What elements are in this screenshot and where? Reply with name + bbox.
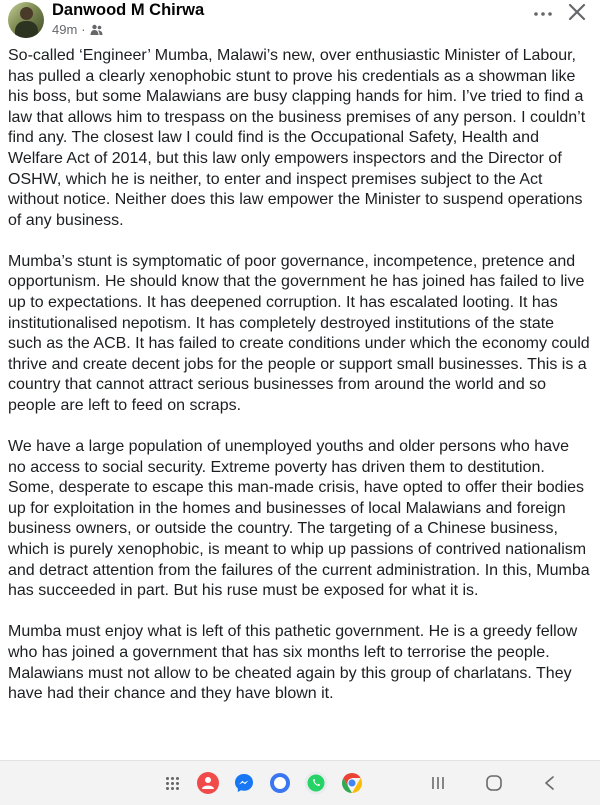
home-icon[interactable] <box>482 771 506 795</box>
post-paragraph: So-called ‘Engineer’ Mumba, Malawi’s new, over enthusiastic Minister of Labour, has pulled a clearly xenophobic stunt to prove his credentials as a showman like his boss, but some Malawians are busy clapping hands for him. I’ve tried to find a law that allows him to trespass on the business premises of any person. I couldn’t find any. The closest law I could find is the Occupational Safety, Health and Welfare Act of 2014, but this law only empowers inspectors and the Director of OSHW, which he is neither, to enter and inspect premises subject to the Act without notice. Neither does this law empower the Minister to suspend operations of any business. <box>8 47 586 229</box>
post-body <box>8 46 590 760</box>
post-header <box>0 0 600 46</box>
post-paragraph: We have a large population of unemployed youths and older persons who have no access to social security. Extreme poverty has driven them to destitution. Some, desperate to escape this man-made crisis, have opted to offer their bodies up for exploitation in the homes and businesses of local Malawians and foreign business owners, or outside the country. The targeting of a Chinese business, which is purely xenophobic, is meant to whip up passions of contrived nationalism and detract attention from the failures of the current administration. In this, Mumba has succeeded in part. But his ruse must be exposed for what it is. <box>8 438 590 600</box>
system-navbar <box>0 760 600 805</box>
meta-separator: · <box>81 22 86 37</box>
signal-icon[interactable] <box>268 771 292 795</box>
whatsapp-icon[interactable] <box>304 771 328 795</box>
avatar[interactable] <box>8 2 44 38</box>
friends-audience-icon[interactable] <box>90 24 103 36</box>
post-paragraph: Mumba must enjoy what is left of this pathetic government. He is a greedy fellow who has joined a government that has six months left to terrorise the people. Malawians must not allow to be cheated again by this group of charlatans. They have had their chance and they have blown it. <box>8 623 578 703</box>
chrome-icon[interactable] <box>340 771 364 795</box>
back-icon[interactable] <box>538 771 562 795</box>
app-drawer-icon[interactable] <box>160 771 184 795</box>
close-icon[interactable] <box>565 0 589 24</box>
more-options-icon[interactable] <box>532 2 554 22</box>
post-paragraph: Mumba’s stunt is symptomatic of poor governance, incompetence, pretence and opportunism. He should know that the government he has joined has failed to live up to expectations. It has deepened corruption. It has escalated looting. It has institutionalised nepotism. It has completely destroyed institutions of the state such as the ACB. It has failed to create conditions under which the economy could thrive and create decent jobs for the people or support small businesses. This is a country that cannot attract serious businesses from around the world and so people are left to feed on scraps. <box>8 252 590 414</box>
post-time[interactable]: 49m <box>52 22 78 37</box>
messenger-icon[interactable] <box>232 771 256 795</box>
red-app-icon[interactable] <box>196 771 220 795</box>
post-meta <box>52 22 103 37</box>
recents-icon[interactable] <box>426 771 450 795</box>
author-name[interactable]: Danwood M Chirwa <box>52 1 205 19</box>
